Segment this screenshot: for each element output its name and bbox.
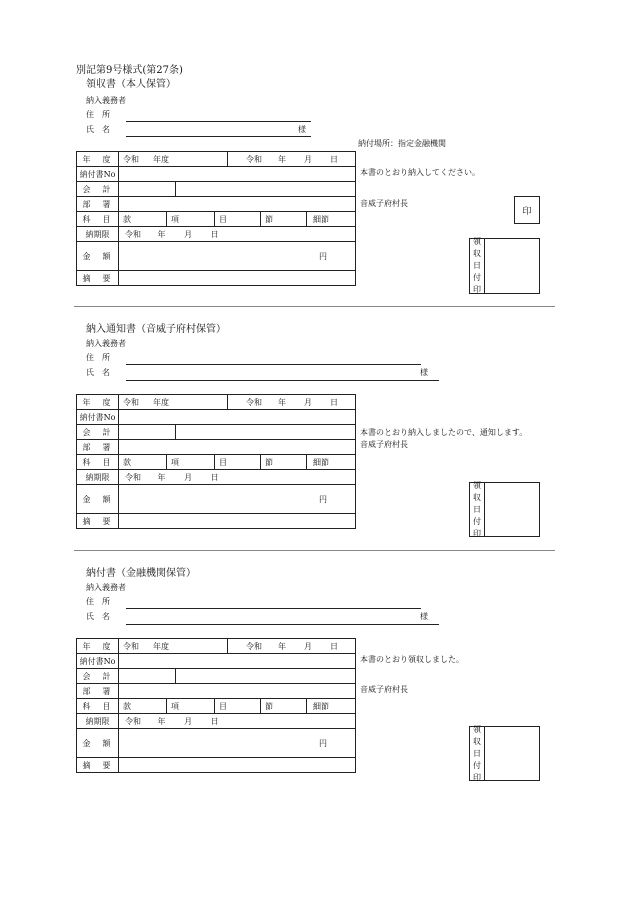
dept-field[interactable] — [119, 440, 356, 455]
receipt-date-stamp: 領 収 日 付 印 — [469, 238, 540, 294]
mayor-name: 音威子府村長 — [360, 199, 408, 208]
deadline-label: 納期限 — [77, 227, 119, 242]
seal-box — [514, 196, 540, 224]
amount-field[interactable]: 円 — [119, 729, 356, 758]
amount-label: 金 額 — [77, 242, 119, 271]
date-reiwa: 令和 — [246, 154, 262, 164]
saisetsu-cell: 細節 — [313, 214, 329, 224]
date-month: 月 — [304, 154, 312, 164]
cut-line — [74, 550, 555, 551]
mayor-name: 音威子府村長 — [360, 685, 408, 694]
account-field[interactable] — [119, 182, 176, 196]
setsu-cell: 節 — [261, 212, 307, 226]
reiwa-label: 令和 — [123, 154, 139, 164]
deadline-day: 日 — [210, 229, 219, 239]
payment-no-label: 納付書No — [77, 167, 119, 182]
remarks-field[interactable] — [119, 514, 356, 529]
address-line — [126, 121, 311, 122]
moku-cell: 目 — [215, 212, 261, 226]
payment-place: 納付場所：指定金融機関 — [358, 139, 446, 148]
nendo-label: 年度 — [153, 154, 169, 164]
name-label: 氏 名 — [86, 125, 110, 134]
notice-table: 年 度 令和 年度 令和 年 月 日 納付書No 会 計 部 署 科 目 款 項 目 節 細節 納期限 令和 年 月 日 金 額 円 摘 要 — [76, 394, 356, 529]
honorific: 様 — [420, 612, 428, 621]
address-line — [126, 364, 421, 365]
remarks-field[interactable] — [119, 758, 356, 773]
name-line — [126, 136, 311, 137]
remarks-label: 摘 要 — [77, 271, 119, 286]
address-label: 住 所 — [86, 353, 110, 362]
section-title: 領収書（本人保管） — [86, 79, 176, 90]
seal-label: 印 — [522, 206, 532, 217]
account-label: 会 計 — [77, 182, 119, 197]
dept-field[interactable] — [119, 684, 356, 699]
date-year: 年 — [278, 154, 286, 164]
address-line — [126, 608, 421, 609]
kou-cell: 項 — [167, 212, 215, 226]
section-title: 納付書（金融機関保管） — [86, 568, 196, 579]
receipt-date-stamp: 領 収 日 付 印 — [469, 726, 540, 781]
kan-cell: 款 — [119, 212, 167, 226]
name-label: 氏 名 — [86, 368, 110, 377]
deadline-year: 年 — [157, 229, 166, 239]
amount-field[interactable]: 円 — [119, 485, 356, 514]
account-field[interactable] — [119, 669, 176, 683]
receipt-table — [76, 151, 356, 286]
payment-no-field[interactable] — [119, 167, 356, 182]
payer-label: 納入義務者 — [86, 339, 126, 348]
form-number: 別記第9号様式(第27条) — [76, 65, 183, 76]
dept-field[interactable] — [119, 197, 356, 212]
honorific: 様 — [420, 368, 428, 377]
dept-label: 部 署 — [77, 197, 119, 212]
name-line — [126, 380, 439, 381]
notice-text: 本書のとおり納入しましたので、通知します。 — [360, 428, 528, 437]
payment-no-field[interactable] — [119, 654, 356, 669]
deadline-reiwa: 令和 — [125, 229, 141, 239]
payer-label: 納入義務者 — [86, 583, 126, 592]
honorific: 様 — [298, 125, 306, 134]
received-text: 本書のとおり領収しました。 — [360, 655, 464, 664]
date-day: 日 — [330, 154, 338, 164]
payer-label: 納入義務者 — [86, 96, 126, 105]
address-label: 住 所 — [86, 110, 110, 119]
year-label: 年 度 — [77, 152, 119, 167]
receipt-date-stamp: 領 収 日 付 印 — [469, 482, 540, 537]
payment-slip-table: 年 度 令和 年度 令和 年 月 日 納付書No 会 計 部 署 科 目 款 項 目 節 細節 納期限 令和 年 月 日 金 額 円 摘 要 — [76, 638, 356, 773]
name-label: 氏 名 — [86, 612, 110, 621]
account-field[interactable] — [119, 425, 176, 439]
address-label: 住 所 — [86, 597, 110, 606]
instruction-text: 本書のとおり納入してください。 — [360, 168, 480, 177]
subject-label: 科 目 — [77, 212, 119, 227]
yen-unit: 円 — [319, 251, 327, 261]
cut-line — [74, 306, 555, 307]
section-title: 納入通知書（音威子府村保管） — [86, 324, 226, 335]
mayor-name: 音威子府村長 — [360, 440, 408, 449]
amount-field[interactable] — [119, 242, 356, 271]
name-line — [126, 624, 439, 625]
remarks-field[interactable] — [119, 271, 356, 286]
deadline-month: 月 — [184, 229, 193, 239]
payment-no-field[interactable] — [119, 410, 356, 425]
